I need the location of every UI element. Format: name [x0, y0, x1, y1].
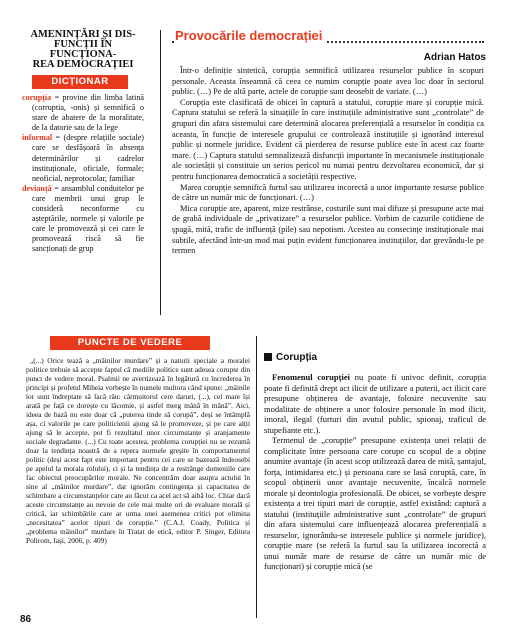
sidebar-heading-line: AMENINȚĂRI ȘI DIS-: [30, 29, 136, 40]
article-paragraph: Mica corupție are, aparent, mize restrânse, costurile sunt mai difuze și presupune acte mai de grabă individuale de „privatizare” a resurselor publice. Vorbim de cazurile cotidiene de șpagă, mită, trafic de influență (pile) sau nepotism. Acestea au consecințe instituționale mai subtile, afectând într-un mod mai puțin evident funcționarea instituțiilor, dar grevându-le pe termen: [172, 203, 484, 256]
corruption-paragraph-text: nu poate fi univoc definit, corupția poate fi definită drept act ilicit de utilizare a puterii, act ilicit care presupune obținerea de avantaje, folosire necuvenite sau modalitate de obținere a unor folosire personale în mod ilicit, imoral, ilegal (furturi din avutul public, spionaj, traficul de stupefiante etc.).: [264, 372, 486, 435]
corruption-heading: Corupția: [276, 352, 318, 363]
glossary-entry: [22, 184, 144, 255]
corruption-paragraph: [264, 372, 486, 435]
glossary-term: devianță: [22, 183, 52, 193]
glossary-entry: [22, 133, 144, 183]
corruption-heading-wrap: [264, 352, 317, 363]
glossary-definition: = provine din limba latină (corruptia, -onis) și semnifică o stare de abatere de la moralitate, de la datorie sau de la lege: [32, 93, 144, 133]
glossary-term: informal: [22, 133, 53, 143]
column-divider: [160, 30, 161, 315]
article-author: Adrian Hatos: [423, 52, 486, 63]
bullet-square-icon: [264, 353, 272, 361]
corruption-lead: Fenomenul corupției: [272, 372, 350, 382]
viewpoints-quote: „(...) Orice tează a „mâinilor murdare” și a naturii speciale a moralei politice trebuie să accepte faptul că mediile politice sunt adesea corupte din punct de vedere moral. Psalmii ne avertizează în legătură cu încrederea în principi și profetul Miheia vorbește în numele multora când spune: „mâinile lor sunt îndreptate să facă rău: cârmuitorul cere daruri, (...), cel mare își arată pe față ce dorește cu lăcomie, și astfel merg mână în mână”. Aici, ideea de bază nu este doar că „puterea tinde să corupă”, deși se întâmplă așa, ci valorile pe care politicienii ajung să le promoveze, și pe care alții ajung să le accepte, pot fi rezultatul unor circumstanțe și aranjamente sociale degradante. (...) Cu toate acestea, problema corupției nu se rezumă doar la tendința noastră de a repera normele greșite în comportamentul politic (deși acest fapt este important pentru cei care se bazează îndeosebi pe apelul la morala rolului), ci și la tendința de a restrânge domeniile care fac obiectul preocupărilor morale. Ne concentrăm doar asupra actului în sine al „mâinilor murdare”, dar ignorăm contingența și capacitatea de schimbare a circumstanțelor care au făcut ca acel act să aibă loc. Chiar dacă aceste circumstanțe au nevoie de cele mai multe ori de evaluare morală și critică, iar schimbările care ar urma unei asemenea critici pot elimina „necesitatea” acelor tipuri de corupție.” (C.A.J. Coady, Politica și „problema mâinilor” murdare în Tratat de etică, editor P. Singer, Editura Polirom, Iași, 2006, p. 409): [26, 356, 250, 545]
article-title: Provocările democrației: [175, 28, 326, 43]
sidebar: [22, 30, 144, 255]
page-number: 86: [20, 614, 32, 625]
glossary-entry: [22, 93, 144, 133]
article-paragraph: Într-o definiție sintetică, corupția semnifică utilizarea resurselor publice în scopuri personale. Aceasta înseamnă că ceea ce numim corupție poate avea loc doar în sectorul public. (…) Pe de altă parte, actele de corupție sunt deosebit de variate. (…): [172, 66, 484, 97]
viewpoints-label: PUNCTE DE VEDERE: [50, 336, 210, 350]
glossary: [22, 93, 144, 255]
sidebar-heading-line: REA DEMOCRAȚIEI: [32, 59, 134, 70]
article-paragraph: Corupția este clasificată de obicei în captură a statului, corupție mare și corupție mică. Captura statului se referă la situațiile în care instituțiile administrative sunt „controlate” de grupuri din afara sistemului care determină alocarea preferențială a resurselor în condiția ca aceasta, în funcție de interesele grupului ce controlează instituțiile și ignorând interesul public și normele juridice. Evident că pierderea de resurse publice este în acest caz foarte mare. (…) Captura statului semnalizează disfuncții importante în mecanismele instituționale ale societății și constituie un serios pericol nu numai pentru dezvoltarea economică, dar și pentru funcționarea democratică a societății respective.: [172, 97, 484, 181]
sidebar-heading-line: FUNCȚII ÎN FUNCȚIONA-: [49, 39, 117, 60]
article-body: [172, 66, 484, 257]
column-divider-bottom: [256, 336, 257, 618]
article-paragraph: Marea corupție semnifică furtul sau utilizarea incorectă a unor importante resurse publice de către un număr mic de funcționari. (…): [172, 182, 484, 203]
corruption-paragraph: Termenul de „corupție” presupune existența unei relații de complicitate între persoana care corupe cu scopul de a obține anumite avantaje (în acest scop utilizează darea de mită, șantajul, forța, intimidarea etc.) și persoana care se lasă coruptă, care, în scopul obținerii unor avantaje necuvenite, încalcă normele morale și deontologia profesională. De obicei, se vorbește despre existența a trei tipuri mari de corupție, astfel existând: captură a statului (instituțiile administrative sunt „controlate” de grupuri din afara sistemului care influențează alocarea preferențială a resurselor, ignorându-se interesele publice și normele juridice), corupție mare (se referă la furtul sau la utilizarea incorectă a unui număr mare de resurse de către un număr mic de funcționari) și corupție mică (se: [264, 435, 486, 571]
sidebar-heading: [22, 30, 144, 70]
glossary-definition: = (despre relațiile sociale) care se desfășoară în absența determinărilor și cadrelor instituționale, oficiale, formale; neoficial, neprotocolar, familiar: [32, 133, 144, 183]
glossary-term: corupția: [22, 93, 52, 102]
glossary-definition: = ansamblul conduitelor pe care membrii unui grup le consideră neconforme cu așteptările, normele și valorile pe care le promovează și cei care le promovează riscă să fie sancționați de grup: [32, 183, 144, 254]
dictionary-label: DICȚIONAR: [32, 75, 128, 89]
corruption-body: [264, 372, 486, 572]
